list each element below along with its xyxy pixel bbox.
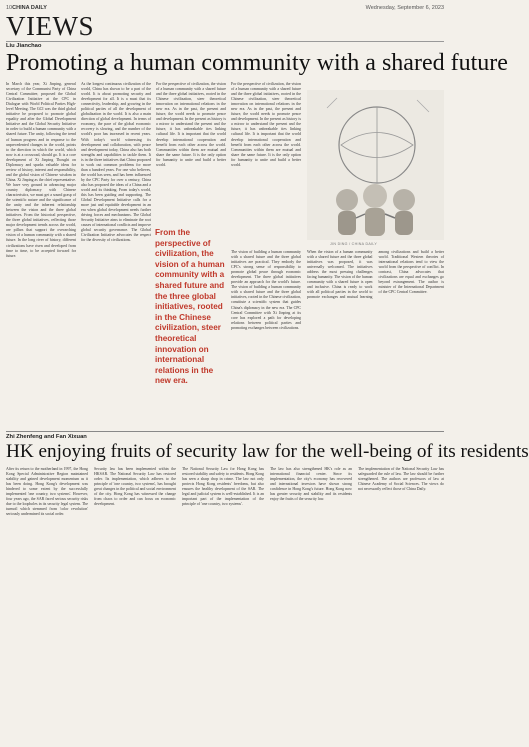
section-divider — [6, 41, 444, 42]
article1-text-2: As the longest continuous civilization of the world, China has shown to be a part of the world. It is about promoting security and development for all. It is a must that its connectivity, leadership, and growing in the political parties of all the development of globalization in the world. It is also a main direction of global development. In terms of economy, the pace of the global economic recovery is slowing, and the number of the world's poor has increased in recent years. With today's world witnessing its development and collaboration, with peace and development today, China also has both strengths and capabilities to tackle them. It is in the three initiatives that China proposed to work out common problems for more than a hundred years. For one who believes, the world has seen, and has been influenced by the CPC Party for over a century, China also has proposed the ideas of a China and a world and its thinking. From today's world, this has been guiding and supporting. The Global Development Initiative calls for a more just and equitable development in an era when global development needs further driving forces and mechanisms. The Global Security Initiative aims to eliminate the root causes of international conflicts and improve global security governance. The Global Civilization Initiative advocates the respect for the diversity of civilizations. — [81, 82, 151, 243]
article2-text-1: After its return to the motherland in 1997, the Hong Kong Special Administrative Region maintained stability and gained development momentum as it has been doing. Hong Kong's development was hindered to some extent by the successfully implemented 'one country, two systems'. However, four years ago, the SAR faced serious security risks due to the loopholes in its security legal system. The turmoil which stemmed from 'color revolution' seriously undermined its social order. — [6, 467, 88, 517]
article1-column-5 — [307, 250, 444, 427]
illustration-graphic — [307, 90, 444, 240]
article1-column-4-top — [231, 82, 301, 242]
article2-text-5: The implementation of the National Security Law has safeguarded the rule of law. The law should be further strengthened. The authors are professors of law at Chinese Academy of Social Sciences. The views do not necessarily reflect those of China Daily. — [358, 467, 444, 492]
publication-name: CHINA DAILY — [12, 5, 47, 11]
article2-text-3: The National Security Law for Hong Kong has restored stability and safety to residents. Hong Kong has seen a sharp drop in crime. The law not only protects Hong Kong residents' freedoms, but also ensures the healthy development of the SAR. The legal and judicial system is well-established. It is an important part of the implementation of the principle of 'one country, two systems'. — [182, 467, 264, 507]
article1-text-1: In March this year, Xi Jinping, general secretary of the Communist Party of China Central Committee, proposed the Global Civilization Initiative at the CPC in Dialogue with World Political Parties High-level Meeting. The GCI was the third global initiative he proposed to promote global equality and after the Global Development Initiative and the Global Security Initiative in order to build a human community with a shared future. The unity, following the trend of human progress and in response to the unprecedented changes in the world, points to the direction in which the world, which now is at a crossroad, should go. It is a core development of Xi Jinping Thought on Diplomacy and sparks valuable ideas for review of history, interest and responsibility, and the global vision of Chinese wisdom in China. Xi Jinping as the chief representative. We have very ground in advancing major country diplomacy with Chinese characteristics, we must get a sound grasp of the scientific nature and the significance of the unity and the inherent relationship between the vision and the three global initiatives. From the historical perspective, the three global initiatives, reflecting those major development trends across the world, are pillars that support the overarching vision of a human community with a shared future. In the long river of history, different civilizations have risen and developed from time to time, to be accepted forward for future. — [6, 82, 77, 258]
editorial-illustration — [307, 90, 444, 240]
article2-text-4: The law has also strengthened HK's role as an international financial center. Since its implementation, the city's economy has recovered and international investors have shown strong confidence in Hong Kong's future. Hong Kong now has greater security and stability and its residents enjoy the fruits of the security law. — [270, 467, 352, 502]
article2-text-2: Security law has been implemented within the HKSAR. The National Security Law has restored order. Its implementation, which adheres to the principle of 'one country, two systems', has brought great changes in the political and social environment of the city. Hong Kong has witnessed the change from chaos to order and can focus on economic development. — [94, 467, 176, 507]
article1-column-2 — [81, 82, 151, 427]
issue-date: Wednesday, September 6, 2023 — [365, 5, 444, 11]
article1-column-3 — [156, 82, 226, 222]
article2-column-3 — [182, 467, 264, 742]
article2-headline: HK enjoying fruits of security law for the well-being of its residents — [6, 441, 529, 462]
article2-column-1 — [6, 467, 88, 742]
pull-quote: From the perspective of civilization, the vision of a human community with a shared future and the three global initiatives, rooted in the Chinese civilization, steer theoretical innovation on international relations in the new era. — [155, 228, 225, 386]
article1-byline: Liu Jianchao — [6, 43, 42, 49]
article1-text-4: The vision of building a human community with a shared future and the three global initiatives are practical. They embody the CPC's strong sense of responsibility to promote global peace through economic development. The three global initiatives provide an approach for the world's future. The vision of building a human community with a shared future and the three global initiatives, rooted in the Chinese civilization, constitute a scientific system that guides China's diplomacy in the new era. The CPC Central Committee with Xi Jinping at its core has explored a path for developing relations between political parties and promoting exchanges between civilizations. — [231, 250, 301, 330]
article2-column-2 — [94, 467, 176, 742]
article2-column-5 — [358, 467, 444, 742]
article-divider — [6, 431, 444, 432]
article1-text-4-top: For the perspective of civilization, the vision of a human community with a shared future and the three global initiatives, rooted in the Chinese civilization, steer theoretical innovation on international relations in the new era. As in the past, the present and future, the world needs to promote peace and development. In the present as history is a mirror to understand the present and the future, it has unbreakable ties linking cultural life. It is important that the world develop international cooperation and benefit from each other across the world. Communities within them are mutual and share the same future. It is the only option for humanity to unite and build a better world. — [231, 82, 301, 167]
section-title: VIEWS — [6, 11, 94, 41]
article1-column-4 — [231, 250, 301, 427]
article2-byline: Zhi Zhenfeng and Fan Xixuan — [6, 434, 87, 440]
page-number: 10 — [6, 5, 13, 11]
article2-column-4 — [270, 467, 352, 742]
article1-column-1 — [6, 82, 76, 427]
article1-text-3: For the perspective of civilization, the vision of a human community with a shared future and the three global initiatives, rooted in the Chinese civilization, steer theoretical innovation on international relations in the new era. As in the past, the present and future, the world needs to promote peace and development. In the present as history is a mirror to understand the present and the future, it has unbreakable ties linking cultural life. It is important that the world develop international cooperation and benefit from each other across the world. Communities within them are mutual and share the same future. It is the only option for humanity to unite and build a better world. — [156, 82, 226, 167]
article1-headline: Promoting a human community with a shared future — [6, 50, 508, 76]
article1-text-5: When the vision of a human community with a shared future and the three global initiatives was proposed, it was universally welcomed. The initiatives address the most pressing challenges facing humanity. The vision of the human community with a shared future is open and inclusive. China is ready to work with all political parties in the world to promote exchanges and mutual learning among civilizations and build a better world. Traditional Western theories of international relations tend to view the world from the perspective of conflict. In contrast, China advocates that civilizations are equal and exchanges go beyond estrangement. The author is minister of the International Department of the CPC Central Committee. — [307, 250, 444, 300]
photo-credit: JIN DING / CHINA DAILY — [330, 242, 378, 246]
